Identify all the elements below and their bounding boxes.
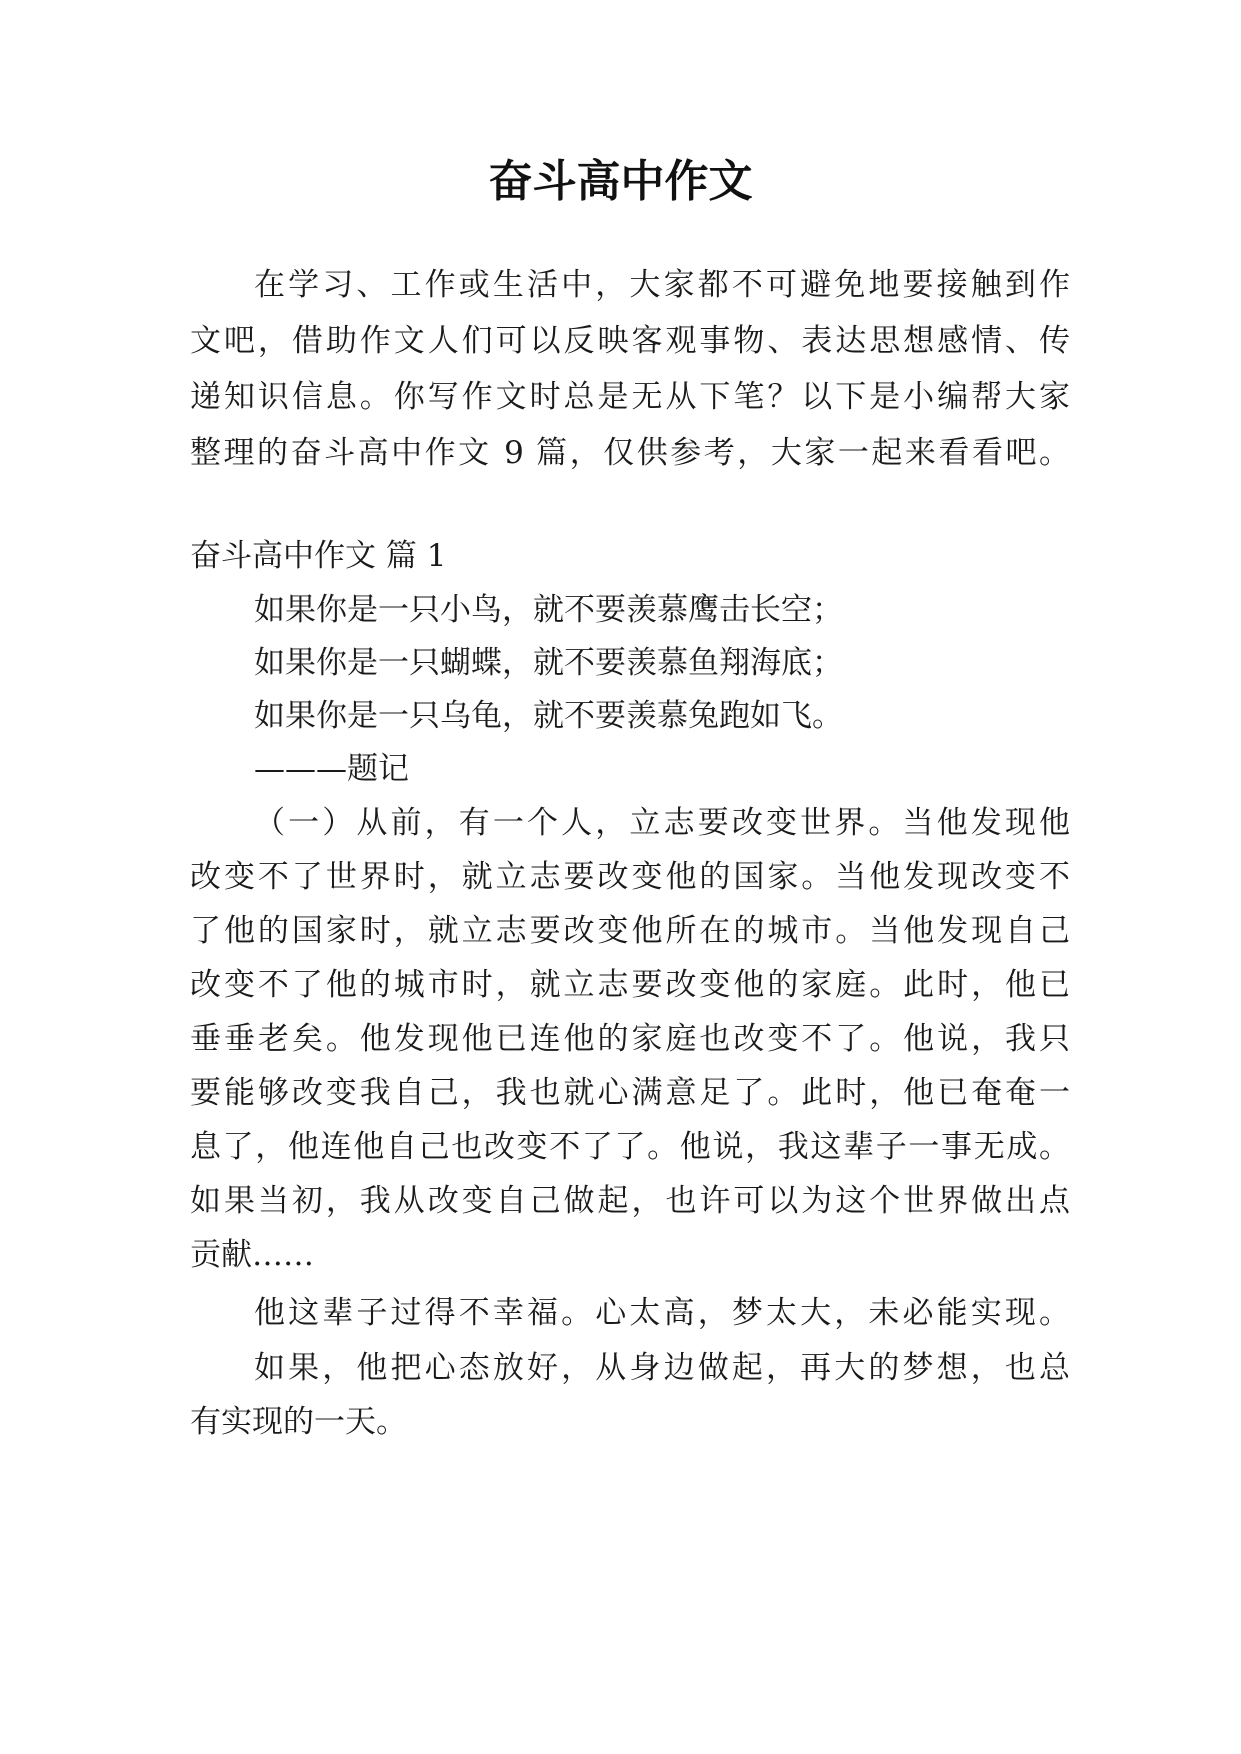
story-line: 如果当初，我从改变自己做起，也许可以为这个世界做出点 xyxy=(190,1183,1070,1219)
story-line: 贡献…… xyxy=(190,1237,314,1273)
story-line: （一）从前，有一个人，立志要改变世界。当他发现他 xyxy=(254,805,1070,841)
verse-line: 如果你是一只乌龟，就不要羡慕兔跑如飞。 xyxy=(254,698,843,734)
intro-line: 文吧，借助作文人们可以反映客观事物、表达思想感情、传 xyxy=(190,323,1070,359)
epigraph-attribution: ———题记 xyxy=(254,751,409,787)
story-line: 垂垂老矣。他发现他已连他的家庭也改变不了。他说，我只 xyxy=(190,1021,1070,1057)
story-line: 了他的国家时，就立志要改变他所在的城市。当他发现自己 xyxy=(190,913,1070,949)
story-line: 改变不了世界时，就立志要改变他的国家。当他发现改变不 xyxy=(190,859,1070,895)
story-line: 息了，他连他自己也改变不了了。他说，我这辈子一事无成。 xyxy=(190,1129,1070,1165)
intro-line: 在学习、工作或生活中，大家都不可避免地要接触到作 xyxy=(254,267,1070,303)
section-heading: 奋斗高中作文 篇 1 xyxy=(190,538,447,574)
closing-line: 他这辈子过得不幸福。心太高，梦太大，未必能实现。 xyxy=(254,1295,1070,1331)
story-line: 改变不了他的城市时，就立志要改变他的家庭。此时，他已 xyxy=(190,967,1070,1003)
verse-line: 如果你是一只小鸟，就不要羡慕鹰击长空； xyxy=(254,592,843,628)
intro-line: 递知识信息。你写作文时总是无从下笔？以下是小编帮大家 xyxy=(190,379,1070,415)
intro-line: 整理的奋斗高中作文 9 篇，仅供参考，大家一起来看看吧。 xyxy=(190,435,1070,471)
story-line: 要能够改变我自己，我也就心满意足了。此时，他已奄奄一 xyxy=(190,1075,1070,1111)
closing-line: 如果，他把心态放好，从身边做起，再大的梦想，也总 xyxy=(254,1350,1070,1386)
closing-line: 有实现的一天。 xyxy=(190,1404,407,1440)
verse-line: 如果你是一只蝴蝶，就不要羡慕鱼翔海底； xyxy=(254,645,843,681)
document-title: 奋斗高中作文 xyxy=(488,156,753,207)
